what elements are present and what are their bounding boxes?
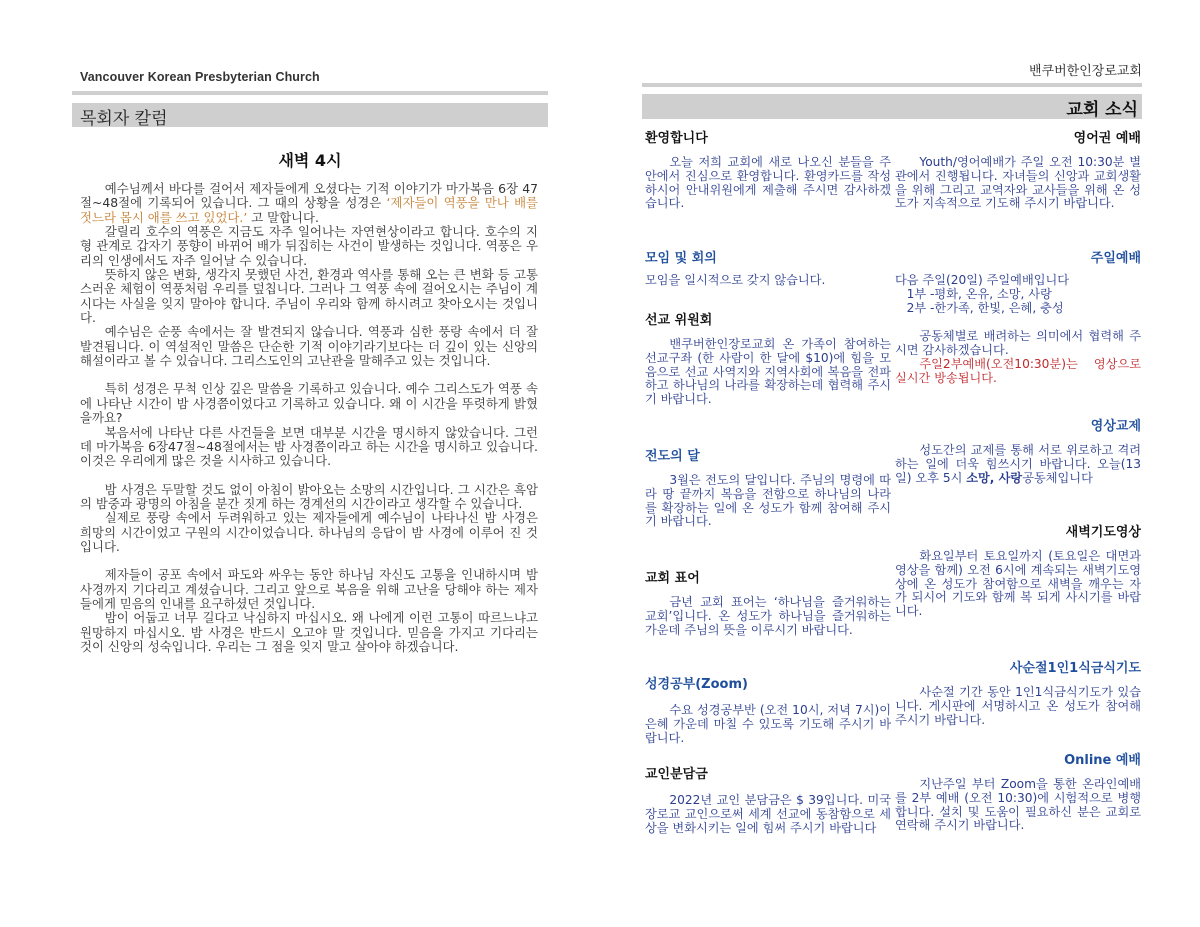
- news-heading: 주일예배: [1090, 251, 1141, 266]
- news-heading: 성경공부(Zoom): [645, 677, 748, 692]
- section-title-column: 목회자 칼럼: [80, 109, 168, 129]
- news-body: 사순절 기간 동안 1인1식금식기도가 있습니다. 게시판에 서명하시고 온 성도가 참여해 주시기 바랍니다.: [895, 685, 1141, 727]
- service-schedule-line: 2부 -한가족, 한빛, 은혜, 충성: [895, 300, 1064, 315]
- news-body: 지난주일 부터 Zoom을 통한 온라인예배를 2부 예배 (오전 10:30)에 시험적으로 병행합니다. 설치 및 도움이 필요하신 분은 교회로 연락해 주시기 바랍니다.: [895, 777, 1141, 833]
- news-item-motto: [645, 570, 891, 637]
- news-item-evangelism: [645, 448, 891, 529]
- news-heading: 사순절1인1식금식기도: [1009, 661, 1141, 676]
- news-heading: 모임 및 회의: [645, 251, 717, 266]
- column-title: 새벽 4시: [278, 151, 342, 170]
- news-body: 수요 성경공부반 (오전 10시, 저녁 7시)이 은혜 가운데 마칠 수 있도록 기도해 주시기 바랍니다.: [645, 703, 891, 745]
- news-heading: 전도의 달: [645, 449, 700, 464]
- news-body: [895, 444, 1141, 485]
- column-paragraph: 밤 사경은 두말할 것도 없이 아침이 밝아오는 소망의 시간입니다. 그 시간은 흑암의 밤중과 광명의 아침을 분간 짓게 하는 경계선의 시간이라고 생각할 수 있습니다.: [80, 481, 538, 511]
- news-item-sunday-service: [895, 250, 1141, 386]
- news-item-dawn-prayer: [895, 524, 1141, 619]
- column-paragraph: 복음서에 나타난 다른 사건들을 보면 대부분 시간을 명시하지 않았습니다. 그런데 마가복음 6장47절~48절에서는 밤 사경쯤이라고 하는 시간을 명시하고 있습니다. 이것은 우리에게 많은 것을 시사하고 있습니다.: [80, 424, 538, 469]
- paragraph-text: 예수님께서 바다를 걸어서 제자들에게 오셨다는 기적 이야기가 마가복음 6장 47절~48절에 기록되어 있습니다. 그 때의 상황을 성경은: [80, 181, 538, 211]
- header-rule: [642, 83, 1142, 87]
- news-heading: Online 예배: [1064, 753, 1141, 768]
- section-band: [642, 94, 1142, 119]
- news-body: 밴쿠버한인장로교회 온 가족이 참여하는 선교구좌 (한 사람이 한 달에 $10)에 힘을 모음으로 선교 사역지와 지역사회에 복음을 전파하고 하나님의 나라를 확장하는데 협력해 주시기 바랍니다.: [645, 337, 891, 407]
- news-body: 2022년 교인 분담금은 $ 39입니다. 미국장로교 교인으로써 세계 선교에 동참함으로 세상을 변화시키는 일에 힘써 주시기 바랍니다: [645, 793, 891, 835]
- news-item-pledge: [645, 766, 891, 835]
- church-name-english: Vancouver Korean Presbyterian Church: [80, 70, 320, 84]
- news-heading: 새벽기도영상: [1065, 525, 1141, 540]
- body-text: 공동체입니다: [1022, 470, 1093, 485]
- column-paragraph: 예수님은 순풍 속에서는 잘 발견되지 않습니다. 역풍과 심한 풍랑 속에서 더 잘 발견됩니다. 이 역설적인 말씀은 단순한 기적 이야기라기보다는 더 깊이 있는 신앙의 해설이라고 볼 수 있습니다. 그리스도인의 고난관을 말해주고 있는 것입니다.: [80, 324, 538, 369]
- church-name-korean: 밴쿠버한인장로교회: [1028, 64, 1142, 79]
- news-item-bible-study: [645, 676, 891, 745]
- news-body: 오늘 저희 교회에 새로 나오신 분들을 주 안에서 진심으로 환영합니다. 환영카드를 작성하시어 안내위원에게 제출해 주시면 감사하겠습니다.: [645, 155, 891, 211]
- column-paragraph: 실제로 풍랑 속에서 두려워하고 있는 제자들에게 예수님이 나타나신 밤 사경은 희망의 시간이었고 구원의 시간이었습니다. 하나님의 응답이 밤 사경에 이루어 진 것입니다.: [80, 510, 538, 554]
- column-paragraph: 특히 성경은 무척 인상 깊은 말씀을 기록하고 있습니다. 예수 그리스도가 역풍 속에 나타난 시간이 밤 사경쯤이었다고 기록하고 있습니다. 왜 이 시간을 뚜렷하게 밝혔을까요?: [80, 381, 538, 426]
- service-schedule-line: 다음 주일(20일) 주일예배입니다: [895, 273, 1070, 287]
- community-names: 소망, 사랑: [966, 470, 1023, 485]
- news-body: 금년 교회 표어는 ‘하나님을 즐거워하는 교회’입니다. 온 성도가 하나님을 즐거워하는 가운데 주님의 뜻을 이루시기 바랍니다.: [645, 595, 891, 637]
- news-item-english-service: [895, 130, 1141, 211]
- news-body: 모임을 일시적으로 갖지 않습니다.: [645, 273, 826, 287]
- news-heading: 영상교제: [1090, 419, 1141, 434]
- news-item-welcome: [645, 130, 891, 211]
- column-paragraph: 제자들이 공포 속에서 파도와 싸우는 동안 하나님 자신도 고통을 인내하시며 밤 사경까지 기다리고 계셨습니다. 그리고 앞으로 복음을 위해 고난을 당해야 하는 제자들에게 믿음의 인내를 요구하셨던 것입니다.: [80, 567, 538, 611]
- news-heading: 영어권 예배: [1073, 131, 1141, 146]
- news-item-meeting: [645, 250, 891, 288]
- column-paragraph: 밤이 어둡고 너무 길다고 낙심하지 마십시오. 왜 나에게 이런 고통이 따르느냐고 원망하지 마십시오. 밤 사경은 반드시 오고야 말 것입니다. 믿음을 가지고 기다리는 것이 신앙의 성숙입니다. 우리는 그 점을 잊지 말고 살아야 하겠습니다.: [80, 610, 538, 654]
- scripture-quote: ‘제자들이 역풍을 만나 배를 젓느라 몹시 애를 쓰고 있었다.’: [80, 195, 539, 225]
- news-heading: 교회 표어: [645, 571, 700, 586]
- news-body: 3월은 전도의 달입니다. 주님의 명령에 따라 땅 끝까지 복음을 전함으로 하나님의 나라를 확장하는 일에 온 성도가 함께 참여해 주시기 바랍니다.: [645, 473, 891, 529]
- body-text: 성도간의 교제를 통해 서로 위로하고 격려하는 일에 더욱 힘쓰시기 바랍니다. 오늘(13일) 오후 5시: [895, 443, 1141, 485]
- news-item-mission: [645, 312, 891, 407]
- news-heading: 선교 위원회: [645, 313, 713, 328]
- news-item-video-fellowship: [895, 418, 1141, 485]
- news-body: Youth/영어예배가 주일 오전 10:30분 별관에서 진행됩니다. 자녀들의 신앙과 교회생활을 위해 그리고 교역자와 교사들을 위해 온 성도가 지속적으로 기도해 주시기 바랍니다.: [895, 155, 1141, 211]
- news-heading: 환영합니다: [645, 131, 708, 146]
- news-body: 공동체별로 배려하는 의미에서 협력해 주시면 감사하겠습니다.: [895, 329, 1141, 358]
- news-body: 화요일부터 토요일까지 (토요일은 대면과 영상을 함께) 오전 6시에 계속되는 새벽기도영상에 온 성도가 참여함으로 새벽을 깨우는 자가 되시어 기도와 함께 복 되게 사시기를 바랍니다.: [895, 549, 1141, 619]
- broadcast-notice: 주일2부예배(오전10:30분)는 영상으로 실시간 방송됩니다.: [895, 356, 1141, 385]
- paragraph-text: 고 말합니다.: [247, 209, 319, 225]
- column-paragraph: 뜻하지 않은 변화, 생각지 못했던 사건, 환경과 역사를 통해 오는 큰 변화 등 고통스러운 체험이 역풍처럼 우리를 덮칩니다. 그러나 그 역풍 속에 걸어오시는 주님이 계시다는 사실을 잊지 말아야 합니다. 주님이 우리와 함께 하시려고 찾아오시는 것입니다.: [80, 267, 538, 326]
- service-schedule-line: 1부 -평화, 온유, 소망, 사랑: [895, 286, 1052, 301]
- news-item-lent-fasting: [895, 660, 1141, 727]
- column-paragraph: 갈릴리 호수의 역풍은 지금도 자주 일어나는 자연현상이라고 합니다. 호수의 지형 관계로 갑자기 풍향이 바뀌어 배가 뒤집히는 사건이 발생하는 것입니다. 역풍은 우리의 인생에서도 자주 일어날 수 있습니다.: [80, 224, 538, 268]
- news-heading: 교인분담금: [645, 767, 708, 782]
- header-rule: [72, 91, 548, 95]
- section-band: [72, 103, 548, 127]
- section-title-news: 교회 소식: [1066, 100, 1138, 120]
- column-body: [80, 182, 538, 654]
- news-item-online-service: [895, 752, 1141, 833]
- column-paragraph: [80, 182, 538, 225]
